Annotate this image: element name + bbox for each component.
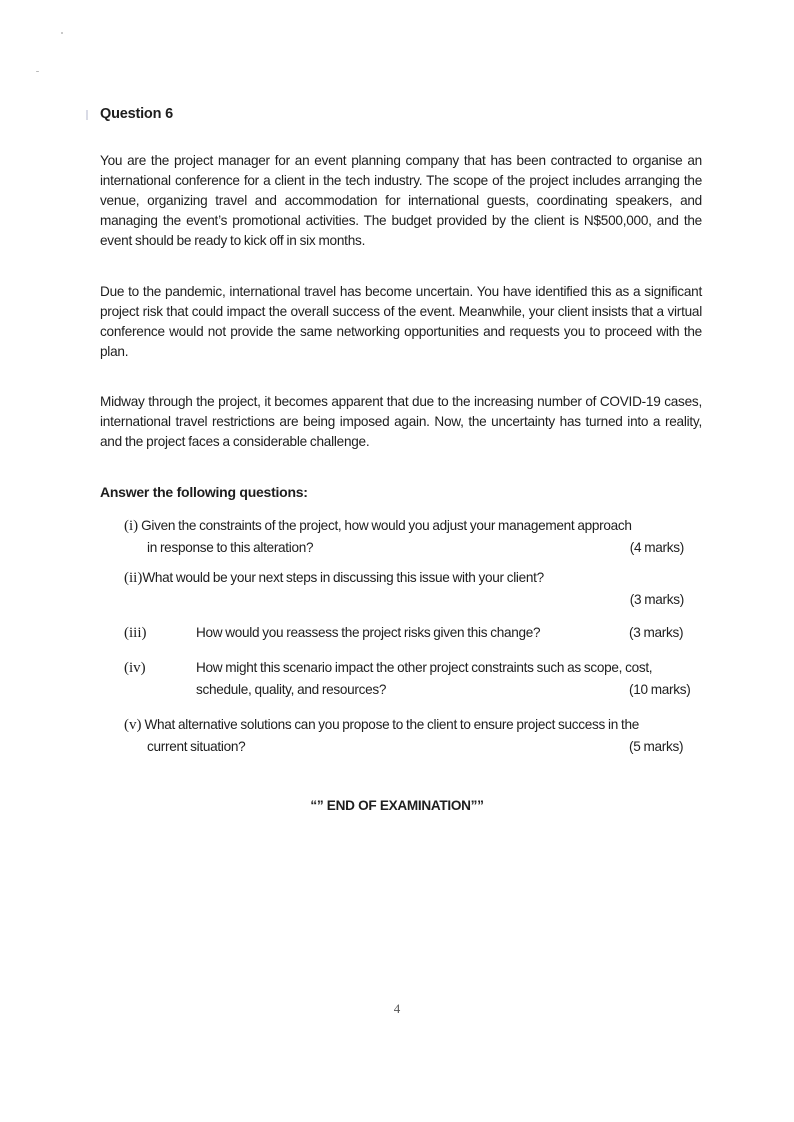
question-text: How might this scenario impact the other project constraints such as scope, cost, (196, 660, 653, 675)
question-item-v (124, 714, 704, 758)
question-number: (iii) (124, 625, 147, 641)
question-text: What would be your next steps in discussing this issue with your client? (142, 570, 544, 585)
end-of-examination: “” END OF EXAMINATION”” (310, 798, 484, 813)
scan-speck (61, 32, 63, 34)
page-number: 4 (393, 1001, 401, 1016)
question-text: What alternative solutions can you propose to the client to ensure project success in the (144, 717, 639, 732)
question-marks: (10 marks) (629, 682, 691, 697)
question-text: How would you reassess the project risks given this change? (196, 625, 541, 640)
scenario-paragraph-3: Midway through the project, it becomes apparent that due to the increasing number of COVID-19 cases, international travel restrictions are being imposed again. Now, the uncertainty has turned into a reality, and the project faces a considerable challenge. (100, 394, 702, 449)
question-number: (iv) (124, 660, 146, 676)
question-marks: (3 marks) (629, 625, 684, 640)
question-heading: Question 6 (100, 106, 173, 122)
question-number: (v) (124, 717, 142, 733)
question-item-i (124, 515, 704, 559)
question-text: Given the constraints of the project, how would you adjust your management approach (141, 518, 632, 533)
question-item-iii (124, 622, 704, 644)
question-marks: (4 marks) (629, 540, 684, 555)
question-marks: (5 marks) (629, 739, 684, 754)
question-text-continued: in response to this alteration? (147, 540, 314, 555)
question-number: (i) (124, 518, 139, 534)
scan-speck (36, 71, 39, 72)
question-marks: (3 marks) (629, 592, 684, 607)
scenario-paragraph-1: You are the project manager for an event planning company that has been contracted to organise an international conference for a client in the tech industry. The scope of the project includes arranging the venue, organizing travel and accommodation for international guests, coordinating speakers, and managing the event’s promotional activities. The budget provided by the client is N$500,000, and the event should be ready to kick off in six months. (100, 153, 702, 248)
question-item-ii (124, 567, 704, 611)
answer-instructions-heading: Answer the following questions: (100, 484, 308, 500)
question-text-continued: current situation? (147, 739, 246, 754)
scan-margin-mark (86, 110, 88, 120)
question-number: (ii) (124, 570, 143, 586)
scenario-paragraph-2: Due to the pandemic, international travel has become uncertain. You have identified this as a significant project risk that could impact the overall success of the event. Meanwhile, your client insists that a virtual conference would not provide the same networking opportunities and requests you to proceed with the plan. (100, 284, 702, 359)
question-item-iv (124, 657, 704, 701)
question-text-continued: schedule, quality, and resources? (196, 682, 387, 697)
